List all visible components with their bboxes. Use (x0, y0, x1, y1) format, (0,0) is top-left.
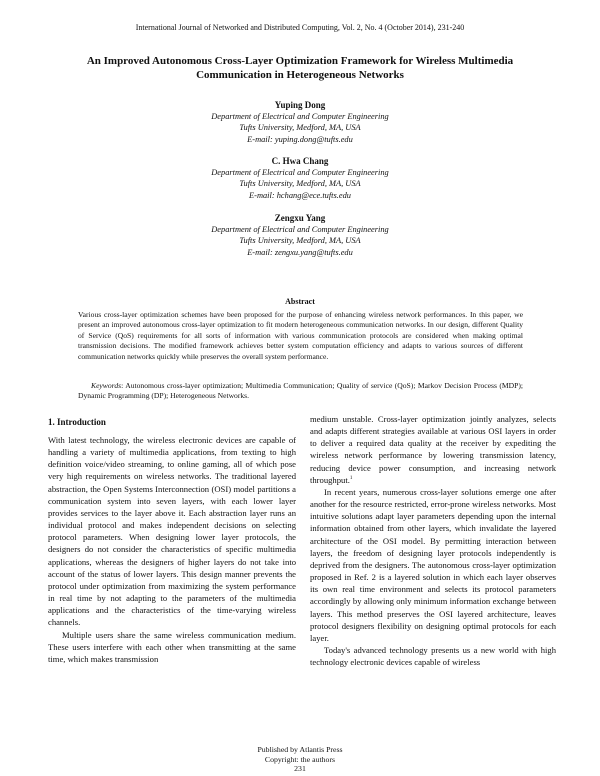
paragraph: With latest technology, the wireless electronic devices are capable of handling a variety of multimedia applications, from texting to high definition voice/video streaming, to online gaming, all of which pose very high requirements on wireless networks. The traditional layered abstraction, the Open Systems Interconnection (OSI) model partitions a communication system into seven layers, with each lower layer provides services to the layer above it. Each abstraction layer runs an individual protocol and makes independent decisions on selecting protocol parameters. When designing lower layer protocols, the designers do not consider the characteristics of specific multimedia applications, whereas the designers of higher layers do not take into account of the status of lower layers. This design manner prevents the protocol under optimization from maximizing the system performance in real time by not adapting to the parameters of the multimedia applications and the characteristics of the time-varying wireless channels. (48, 435, 296, 628)
author-name: Yuping Dong (274, 100, 326, 110)
paper-title (40, 54, 560, 82)
keywords-label: Keywords (91, 381, 122, 390)
running-header: International Journal of Networked and Distributed Computing, Vol. 2, No. 4 (October 2014), 231-240 (135, 23, 465, 32)
author-affiliation: Tufts University, Medford, MA, USA (239, 236, 361, 246)
author-affiliation: Tufts University, Medford, MA, USA (239, 179, 361, 189)
reference-marker: 1 (349, 475, 353, 481)
right-column (310, 413, 556, 668)
paragraph (310, 413, 556, 486)
paragraph: In recent years, numerous cross-layer solutions emerge one after another for the resource restricted, error-prone wireless networks. Most intuitive solutions adapt layer parameters depending upon the internal information obtained from other layers, which invalidate the layered architecture of the OSI model. By permitting interaction between layers, the freedom of designing layer protocols independently is deprived from the designers. The autonomous cross-layer optimization proposed in Ref. 2 is a layered solution in which each layer observes its own real time environment and selects its protocol parameters accordingly by allowing only minimum information exchange between layers. This method preserves the OSI layered architecture, leaves protocol designers flexibility on designing optimal protocols for each layer. (310, 486, 556, 643)
author-block-1 (100, 100, 500, 145)
author-block-3 (100, 213, 500, 258)
paragraph: Today's advanced technology presents us a new world with high technology electronic devices capable of wireless (310, 644, 556, 668)
author-email: E-mail: hchang@ece.tufts.edu (249, 190, 351, 200)
author-department: Department of Electrical and Computer Engineering (211, 225, 389, 235)
author-block-2 (100, 156, 500, 201)
title-line-1: An Improved Autonomous Cross-Layer Optimization Framework for Wireless Multimedia (86, 55, 514, 67)
page-number: 231 (294, 764, 306, 773)
keywords (78, 381, 523, 402)
author-department: Department of Electrical and Computer Engineering (211, 168, 389, 178)
copyright: Copyright: the authors (264, 754, 336, 764)
author-affiliation: Tufts University, Medford, MA, USA (239, 123, 361, 133)
paragraph-text: medium unstable. Cross-layer optimization jointly analyzes, selects and adapts different strategies available at various OSI layers in order to deliver a required data quality at the receiver by expediting the wireless network performance by lowering transmission latency, reducing device power consumption, and increasing network throughput. (310, 414, 556, 485)
title-line-2: Communication in Heterogeneous Networks (196, 69, 404, 81)
author-name: C. Hwa Chang (271, 156, 329, 166)
section-heading-introduction: 1. Introduction (48, 417, 106, 427)
abstract-body: Various cross-layer optimization schemes have been proposed for the purpose of enhancing wireless network performances. In this paper, we present an improved autonomous cross-layer optimization to fit modern heterogeneous communication networks. In our design, different Quality of Service (QoS) requirements for all sorts of information with various communication protocols are considered when making optimal transmission decisions. The modified framework achieves better system computation efficiency and adapts to various sources of different communication networks quickly while preserves the overall system performance. (78, 310, 523, 361)
paragraph: Multiple users share the same wireless communication medium. These users interfere with each other when transmitting at the same time, which makes transmission (48, 629, 296, 664)
page-footer (0, 745, 600, 774)
keywords-text: : Autonomous cross-layer optimization; Multimedia Communication; Quality of service (QoS); Markov Decision Process (MDP); Dynamic Programming (DP); Heterogeneous Networks. (78, 381, 523, 401)
abstract-heading: Abstract (285, 297, 315, 306)
publisher: Published by Atlantis Press (257, 745, 343, 754)
author-name: Zengxu Yang (274, 213, 326, 223)
author-email: E-mail: yuping.dong@tufts.edu (247, 134, 353, 144)
left-column (48, 434, 296, 665)
author-department: Department of Electrical and Computer Engineering (211, 112, 389, 122)
author-email: E-mail: zengxu.yang@tufts.edu (247, 247, 353, 257)
